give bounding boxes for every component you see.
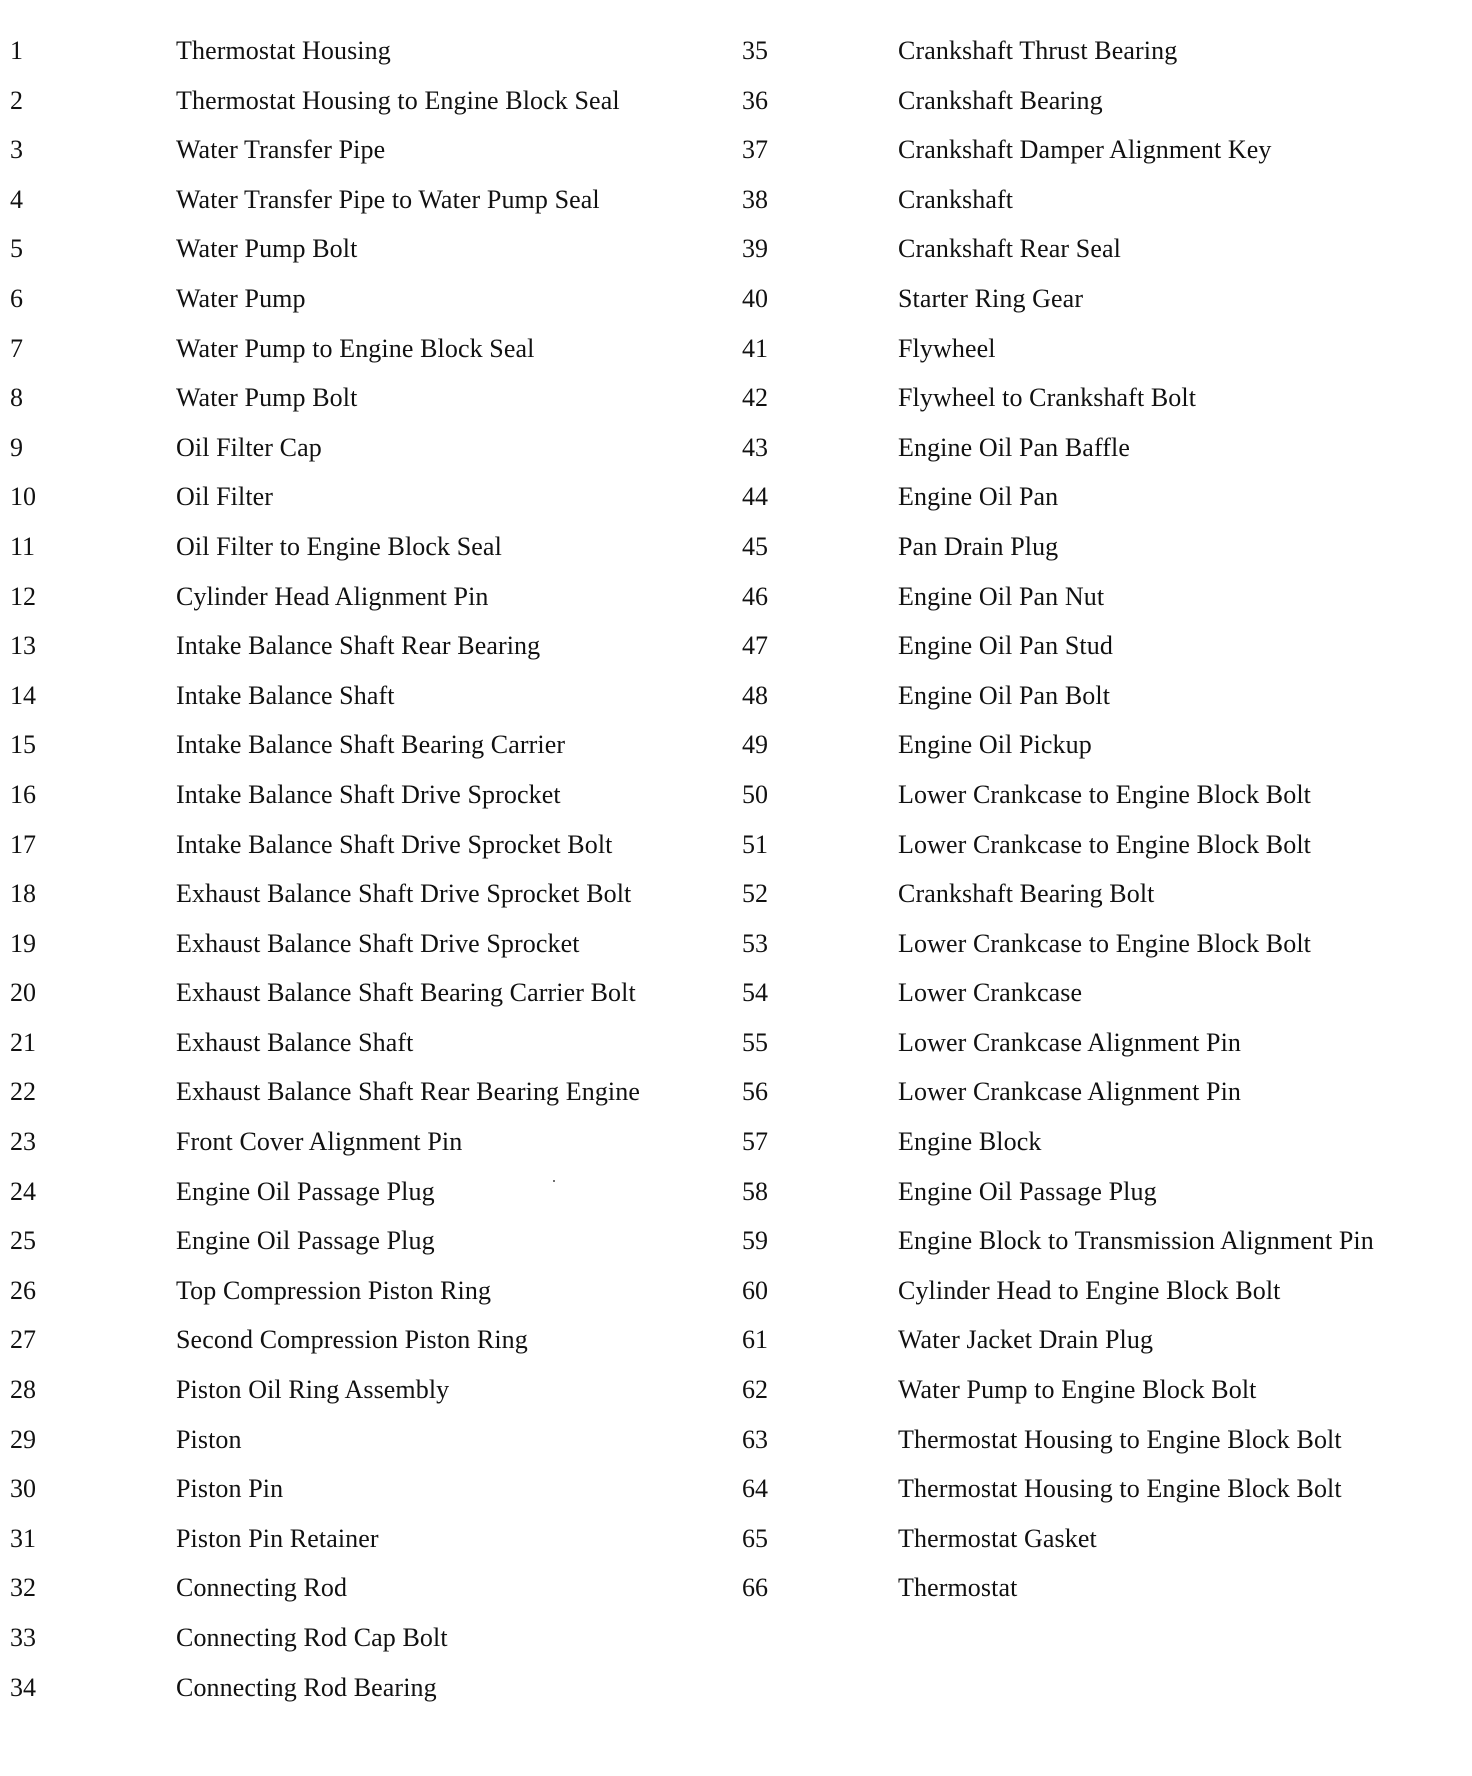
legend-row <box>10 1621 730 1671</box>
part-name: Intake Balance Shaft <box>176 680 395 710</box>
part-name: Water Jacket Drain Plug <box>898 1325 1154 1355</box>
legend-row <box>10 976 730 1026</box>
legend-row <box>742 927 1462 977</box>
part-name: Engine Oil Passage Plug <box>176 1226 435 1256</box>
legend-row <box>10 1075 730 1125</box>
part-number: 20 <box>10 978 36 1008</box>
legend-row <box>742 877 1462 927</box>
legend-row <box>10 1274 730 1324</box>
part-number: 37 <box>742 135 768 165</box>
part-name: Lower Crankcase Alignment Pin <box>898 1077 1241 1107</box>
part-number: 65 <box>742 1523 768 1553</box>
part-name: Top Compression Piston Ring <box>176 1275 492 1305</box>
legend-row <box>10 1522 730 1572</box>
part-number: 17 <box>10 829 36 859</box>
legend-row <box>742 778 1462 828</box>
part-name: Oil Filter <box>176 482 274 512</box>
part-name: Thermostat Housing to Engine Block Bolt <box>898 1424 1342 1454</box>
part-number: 36 <box>742 85 768 115</box>
legend-row <box>10 679 730 729</box>
part-name: Intake Balance Shaft Drive Sprocket <box>176 779 561 809</box>
part-number: 26 <box>10 1275 36 1305</box>
part-name: Thermostat Housing <box>176 36 391 65</box>
part-number: 46 <box>742 581 768 611</box>
part-name: Intake Balance Shaft Drive Sprocket Bolt <box>176 829 613 859</box>
part-number: 55 <box>742 1027 768 1057</box>
legend-row <box>742 1075 1462 1125</box>
part-number: 27 <box>10 1325 36 1355</box>
legend-row <box>742 183 1462 233</box>
part-name: Oil Filter to Engine Block Seal <box>176 531 502 561</box>
part-name: Engine Oil Pan Stud <box>898 631 1113 661</box>
part-name: Thermostat Gasket <box>898 1523 1097 1553</box>
part-number: 63 <box>742 1424 768 1454</box>
part-number: 47 <box>742 631 768 661</box>
part-number: 24 <box>10 1176 36 1206</box>
legend-row <box>742 232 1462 282</box>
legend-row <box>742 1323 1462 1373</box>
part-name: Crankshaft Damper Alignment Key <box>898 135 1272 165</box>
part-number: 5 <box>10 234 23 264</box>
part-number: 33 <box>10 1623 36 1652</box>
legend-row <box>742 976 1462 1026</box>
legend-row <box>742 381 1462 431</box>
part-number: 66 <box>742 1573 768 1603</box>
part-name: Lower Crankcase Alignment Pin <box>898 1027 1241 1057</box>
legend-row <box>742 84 1462 134</box>
part-name: Piston Pin Retainer <box>176 1523 379 1553</box>
part-number: 18 <box>10 879 36 909</box>
legend-row <box>10 332 730 382</box>
legend-row <box>10 1323 730 1373</box>
part-name: Piston Oil Ring Assembly <box>176 1375 450 1405</box>
part-number: 52 <box>742 879 768 909</box>
part-name: Water Pump Bolt <box>176 234 358 264</box>
part-number: 19 <box>10 928 36 958</box>
part-number: 38 <box>742 184 768 214</box>
part-number: 39 <box>742 234 768 264</box>
part-name: Thermostat Housing to Engine Block Bolt <box>898 1474 1342 1504</box>
part-number: 51 <box>742 829 768 859</box>
part-name: Intake Balance Shaft Bearing Carrier <box>176 730 566 760</box>
legend-row <box>10 480 730 530</box>
legend-row <box>742 34 1462 84</box>
part-name: Water Transfer Pipe to Water Pump Seal <box>176 184 600 214</box>
part-name: Water Transfer Pipe <box>176 135 386 165</box>
legend-row <box>10 282 730 332</box>
part-number: 57 <box>742 1127 768 1157</box>
legend-row <box>10 232 730 282</box>
part-name: Engine Oil Pan Baffle <box>898 432 1130 462</box>
legend-row <box>742 828 1462 878</box>
part-number: 58 <box>742 1176 768 1206</box>
legend-row <box>10 728 730 778</box>
part-number: 56 <box>742 1077 768 1107</box>
legend-row <box>10 1671 730 1721</box>
part-name: Engine Oil Pan Nut <box>898 581 1105 611</box>
part-name: Oil Filter Cap <box>176 432 322 462</box>
part-number: 8 <box>10 383 23 413</box>
part-number: 30 <box>10 1474 36 1504</box>
part-number: 15 <box>10 730 36 760</box>
legend-row <box>10 828 730 878</box>
part-number: 35 <box>742 36 768 65</box>
part-number: 9 <box>10 432 23 462</box>
part-number: 14 <box>10 680 36 710</box>
part-number: 34 <box>10 1672 36 1702</box>
part-number: 40 <box>742 283 768 313</box>
part-name: Exhaust Balance Shaft Drive Sprocket <box>176 928 580 958</box>
part-name: Flywheel to Crankshaft Bolt <box>898 383 1197 413</box>
legend-row <box>10 1373 730 1423</box>
legend-row <box>10 431 730 481</box>
part-number: 28 <box>10 1375 36 1405</box>
part-number: 54 <box>742 978 768 1008</box>
legend-row <box>10 133 730 183</box>
part-number: 42 <box>742 383 768 413</box>
part-name: Front Cover Alignment Pin <box>176 1127 463 1157</box>
legend-row <box>742 530 1462 580</box>
part-number: 2 <box>10 85 23 115</box>
part-name: Exhaust Balance Shaft <box>176 1027 414 1057</box>
part-number: 12 <box>10 581 36 611</box>
part-name: Engine Oil Pan Bolt <box>898 680 1111 710</box>
part-name: Engine Oil Pan <box>898 482 1059 512</box>
legend-row <box>742 1175 1462 1225</box>
part-number: 13 <box>10 631 36 661</box>
part-name: Water Pump <box>176 283 306 313</box>
part-number: 45 <box>742 531 768 561</box>
legend-row <box>742 1571 1462 1621</box>
legend-column-right <box>742 34 1462 1621</box>
part-name: Exhaust Balance Shaft Rear Bearing Engine <box>176 1077 640 1107</box>
part-number: 44 <box>742 482 768 512</box>
part-name: Second Compression Piston Ring <box>176 1325 528 1355</box>
part-number: 11 <box>10 531 36 561</box>
legend-row <box>742 480 1462 530</box>
legend-row <box>742 1522 1462 1572</box>
part-name: Piston Pin <box>176 1474 284 1504</box>
part-name: Starter Ring Gear <box>898 283 1084 313</box>
part-number: 32 <box>10 1573 36 1603</box>
legend-row <box>10 381 730 431</box>
part-name: Intake Balance Shaft Rear Bearing <box>176 631 541 661</box>
part-name: Engine Oil Pickup <box>898 730 1092 760</box>
part-number: 3 <box>10 135 23 165</box>
part-number: 29 <box>10 1424 36 1454</box>
legend-row <box>10 1423 730 1473</box>
legend-row <box>742 629 1462 679</box>
legend-row <box>10 1175 730 1225</box>
legend-row <box>10 183 730 233</box>
legend-row <box>742 728 1462 778</box>
legend-row <box>10 34 730 84</box>
legend-row <box>10 1026 730 1076</box>
part-number: 41 <box>742 333 768 363</box>
part-number: 16 <box>10 779 36 809</box>
part-name: Cylinder Head to Engine Block Bolt <box>898 1275 1281 1305</box>
legend-row <box>10 927 730 977</box>
part-number: 61 <box>742 1325 768 1355</box>
part-name: Crankshaft Thrust Bearing <box>898 36 1178 65</box>
part-name: Engine Oil Passage Plug <box>898 1176 1157 1206</box>
part-name: Cylinder Head Alignment Pin <box>176 581 489 611</box>
legend-row <box>742 1026 1462 1076</box>
part-name: Crankshaft Bearing <box>898 85 1103 115</box>
legend-row <box>10 1125 730 1175</box>
legend-row <box>10 580 730 630</box>
part-name: Water Pump to Engine Block Bolt <box>898 1375 1257 1405</box>
part-name: Pan Drain Plug <box>898 531 1059 561</box>
part-number: 49 <box>742 730 768 760</box>
part-number: 48 <box>742 680 768 710</box>
part-number: 59 <box>742 1226 768 1256</box>
part-number: 10 <box>10 482 36 512</box>
part-name: Lower Crankcase <box>898 978 1083 1008</box>
part-number: 50 <box>742 779 768 809</box>
legend-row <box>742 1472 1462 1522</box>
part-name: Engine Oil Passage Plug <box>176 1176 435 1206</box>
legend-row <box>10 1571 730 1621</box>
part-number: 43 <box>742 432 768 462</box>
legend-row <box>742 679 1462 729</box>
part-number: 6 <box>10 283 23 313</box>
part-number: 64 <box>742 1474 768 1504</box>
part-name: Engine Block <box>898 1127 1042 1157</box>
part-name: Crankshaft <box>898 184 1014 214</box>
part-number: 25 <box>10 1226 36 1256</box>
part-name: Lower Crankcase to Engine Block Bolt <box>898 829 1311 859</box>
part-name: Thermostat <box>898 1573 1018 1603</box>
legend-row <box>10 1472 730 1522</box>
part-number: 62 <box>742 1375 768 1405</box>
legend-row <box>742 133 1462 183</box>
legend-row <box>742 1373 1462 1423</box>
part-number: 1 <box>10 36 23 65</box>
legend-row <box>742 1125 1462 1175</box>
part-name: Crankshaft Bearing Bolt <box>898 879 1155 909</box>
part-number: 4 <box>10 184 23 214</box>
legend-row <box>742 1274 1462 1324</box>
part-number: 21 <box>10 1027 36 1057</box>
legend-row <box>742 332 1462 382</box>
part-name: Water Pump to Engine Block Seal <box>176 333 535 363</box>
part-number: 23 <box>10 1127 36 1157</box>
legend-row <box>742 431 1462 481</box>
part-name: Thermostat Housing to Engine Block Seal <box>176 85 620 115</box>
part-name: Exhaust Balance Shaft Drive Sprocket Bolt <box>176 879 632 909</box>
legend-row <box>10 530 730 580</box>
part-name: Crankshaft Rear Seal <box>898 234 1121 264</box>
part-name: Lower Crankcase to Engine Block Bolt <box>898 779 1311 809</box>
legend-row <box>742 1224 1462 1274</box>
part-name: Connecting Rod <box>176 1573 348 1603</box>
part-number: 7 <box>10 333 23 363</box>
part-name: Connecting Rod Bearing <box>176 1672 437 1702</box>
part-name: Water Pump Bolt <box>176 383 358 413</box>
legend-row <box>10 84 730 134</box>
part-name: Connecting Rod Cap Bolt <box>176 1623 448 1652</box>
part-number: 53 <box>742 928 768 958</box>
part-name: Engine Block to Transmission Alignment Pin <box>898 1226 1374 1256</box>
legend-row <box>10 877 730 927</box>
legend-row <box>742 1423 1462 1473</box>
part-number: 60 <box>742 1275 768 1305</box>
legend-row <box>742 580 1462 630</box>
legend-column-left <box>10 34 730 1720</box>
scan-speck <box>553 1180 555 1182</box>
part-name: Exhaust Balance Shaft Bearing Carrier Bolt <box>176 978 636 1008</box>
part-name: Lower Crankcase to Engine Block Bolt <box>898 928 1311 958</box>
part-number: 31 <box>10 1523 36 1553</box>
legend-row <box>742 282 1462 332</box>
part-name: Flywheel <box>898 333 996 363</box>
legend-row <box>10 1224 730 1274</box>
part-number: 22 <box>10 1077 36 1107</box>
legend-row <box>10 778 730 828</box>
part-name: Piston <box>176 1424 242 1454</box>
legend-row <box>10 629 730 679</box>
